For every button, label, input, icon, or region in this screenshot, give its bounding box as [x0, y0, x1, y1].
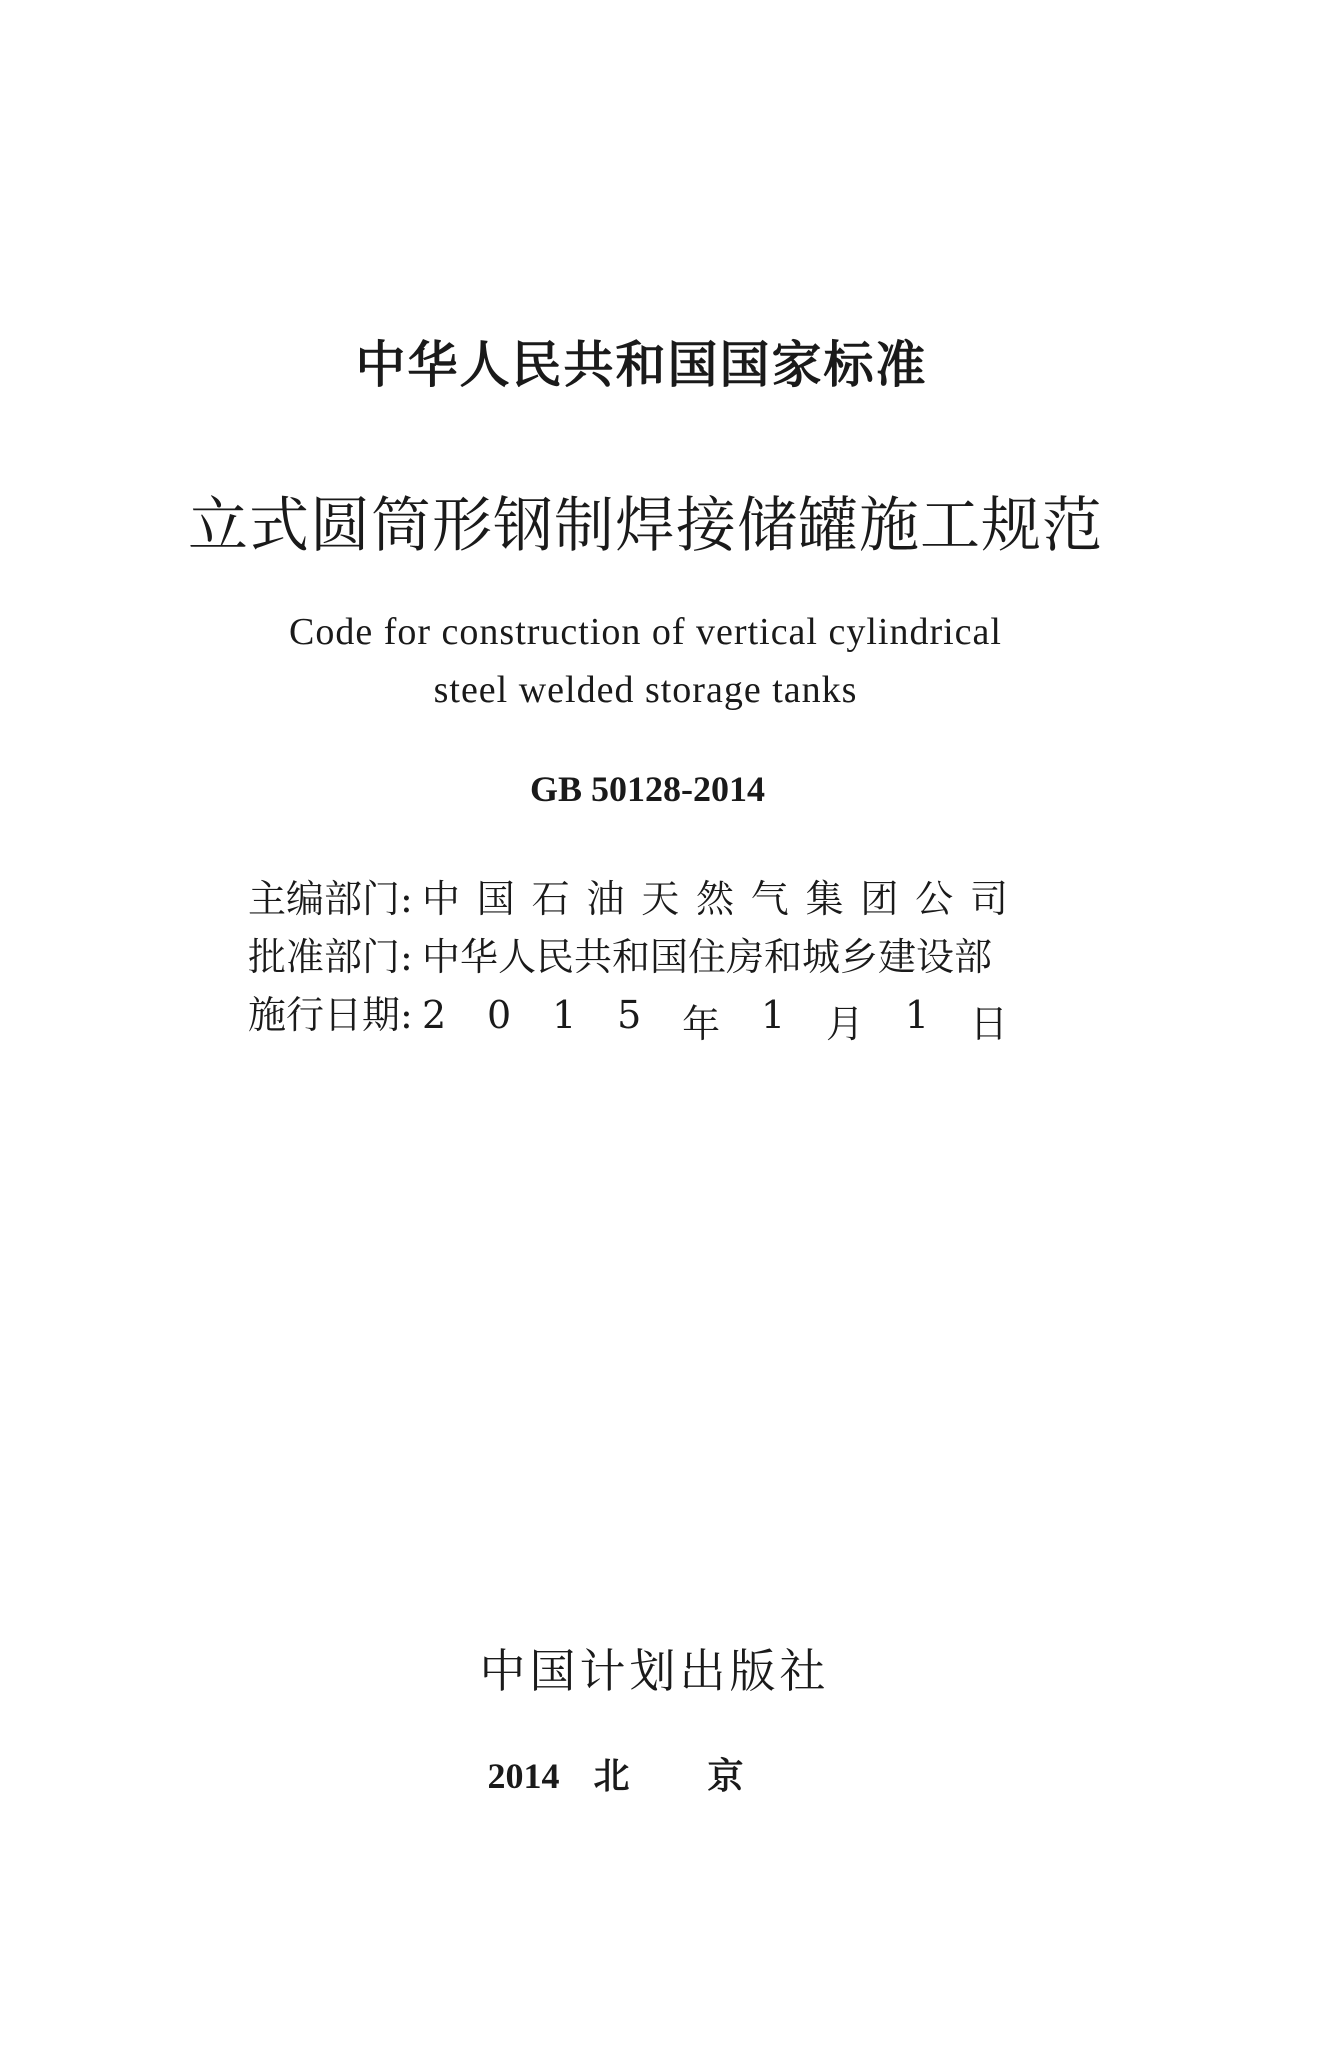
- chief-editor-char: 公: [915, 877, 954, 921]
- effective-date-char: 1: [760, 993, 786, 1037]
- chief-editor-label: 主编部门:: [248, 877, 413, 921]
- standard-code: GB 50128-2014: [529, 769, 765, 809]
- chief-editor-char: 集: [805, 877, 844, 921]
- approval-value: 中华人民共和国住房和城乡建设部: [422, 935, 993, 979]
- chief-editor-row: [248, 868, 1008, 926]
- publication-year: 2014: [487, 1756, 560, 1796]
- chinese-title: 立式圆筒形钢制焊接储罐施工规范: [188, 491, 1103, 561]
- approval-label: 批准部门:: [248, 935, 413, 979]
- effective-date-char: 2: [422, 993, 447, 1037]
- effective-date-label: 施行日期:: [248, 993, 413, 1037]
- publication-place: [0, 1748, 1321, 1799]
- effective-date-row: [248, 984, 1008, 1046]
- chief-editor-char: 中: [422, 877, 461, 921]
- chief-editor-char: 国: [476, 877, 515, 921]
- chief-editor-char: 油: [586, 877, 625, 921]
- chief-editor-char: 石: [531, 877, 570, 921]
- chief-editor-char: 气: [750, 877, 789, 921]
- effective-date-char: 1: [552, 993, 577, 1037]
- chief-editor-char: 团: [860, 877, 899, 921]
- effective-date-char: 0: [487, 993, 512, 1037]
- effective-date-value: [422, 993, 1008, 1048]
- effective-date-char: 1: [904, 993, 930, 1037]
- publisher-name: 中国计划出版社: [479, 1644, 830, 1698]
- effective-date-char: 月: [826, 1002, 865, 1046]
- english-title-line1: Code for construction of vertical cylindrical: [289, 611, 1002, 653]
- chief-editor-value: [422, 868, 1008, 923]
- approval-row: [248, 926, 1008, 984]
- chief-editor-char: 天: [641, 877, 680, 921]
- effective-date-char: 日: [969, 1002, 1008, 1046]
- national-standard-heading: 中华人民共和国国家标准: [355, 336, 928, 394]
- effective-date-char: 5: [617, 993, 642, 1037]
- chief-editor-char: 司: [969, 877, 1008, 921]
- publication-city: 北京: [593, 1756, 822, 1797]
- effective-date-char: 年: [682, 1002, 721, 1046]
- chief-editor-char: 然: [695, 877, 734, 921]
- english-title-line2: steel welded storage tanks: [433, 669, 858, 711]
- info-block: [248, 868, 1008, 1046]
